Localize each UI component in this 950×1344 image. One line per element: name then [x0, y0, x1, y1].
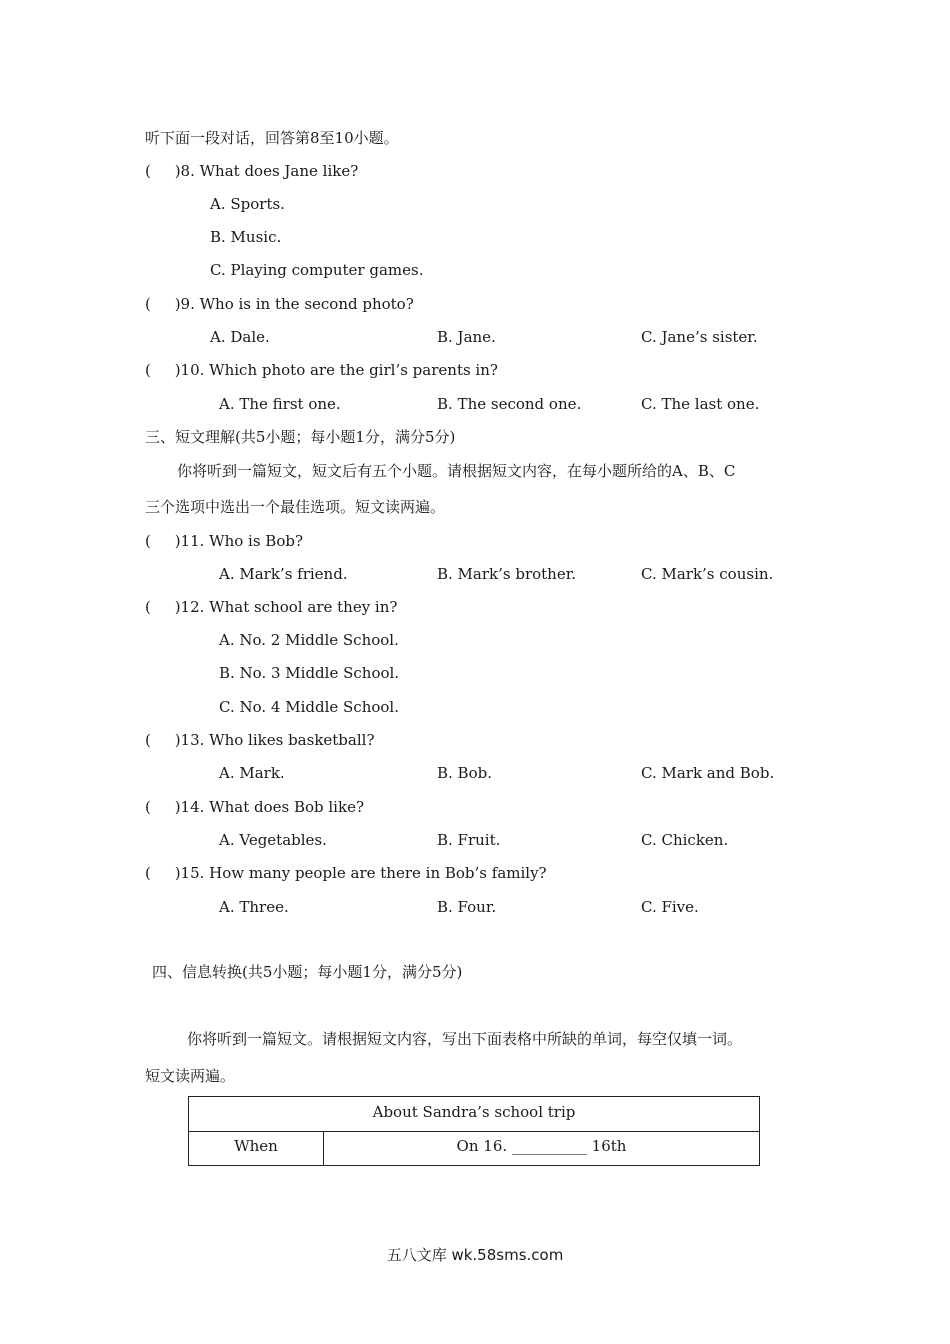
- option-11a: A. Mark’s friend.: [219, 565, 348, 583]
- question-11: ( )11. Who is Bob?: [145, 532, 304, 550]
- option-8c: C. Playing computer games.: [210, 261, 424, 279]
- option-10c: C. The last one.: [641, 395, 760, 413]
- question-14: ( )14. What does Bob like?: [145, 798, 364, 816]
- option-13c: C. Mark and Bob.: [641, 764, 775, 782]
- option-11b: B. Mark’s brother.: [437, 565, 577, 583]
- info-table: [188, 1096, 760, 1166]
- option-12a: A. No. 2 Middle School.: [219, 631, 399, 649]
- question-12: ( )12. What school are they in?: [145, 598, 398, 616]
- option-10a: A. The first one.: [219, 395, 341, 413]
- option-13a: A. Mark.: [219, 764, 285, 782]
- option-9b: B. Jane.: [437, 328, 496, 346]
- option-12b: B. No. 3 Middle School.: [219, 664, 400, 682]
- listening-intro: 听下面一段对话，回答第8至10小题。: [145, 129, 399, 147]
- option-14b: B. Fruit.: [437, 831, 501, 849]
- question-10: ( )10. Which photo are the girl’s parents in?: [145, 361, 498, 379]
- option-8b: B. Music.: [210, 228, 282, 246]
- option-8a: A. Sports.: [210, 195, 285, 213]
- option-11c: C. Mark’s cousin.: [641, 565, 774, 583]
- section-3-instruction-cont: 三个选项中选出一个最佳选项。短文读两遍。: [145, 498, 446, 516]
- table-row-value: On 16. __________ 16th: [456, 1137, 627, 1155]
- question-8: ( )8. What does Jane like?: [145, 162, 359, 180]
- section-4-heading: 四、信息转换(共5小题；每小题1分，满分5分): [152, 963, 463, 981]
- table-title: About Sandra’s school trip: [189, 1097, 759, 1132]
- option-9c: C. Jane’s sister.: [641, 328, 758, 346]
- option-13b: B. Bob.: [437, 764, 492, 782]
- option-10b: B. The second one.: [437, 395, 582, 413]
- section-4-instruction: 你将听到一篇短文。请根据短文内容，写出下面表格中所缺的单词，每空仅填一词。: [187, 1030, 743, 1048]
- question-13: ( )13. Who likes basketball?: [145, 731, 375, 749]
- option-14a: A. Vegetables.: [219, 831, 327, 849]
- table-row-label: When: [189, 1132, 324, 1165]
- section-3-instruction: 你将听到一篇短文，短文后有五个小题。请根据短文内容，在每小题所给的A、B、C: [177, 462, 736, 480]
- option-12c: C. No. 4 Middle School.: [219, 698, 399, 716]
- question-9: ( )9. Who is in the second photo?: [145, 295, 414, 313]
- option-15c: C. Five.: [641, 898, 699, 916]
- section-3-heading: 三、短文理解(共5小题；每小题1分，满分5分): [145, 428, 456, 446]
- footer-watermark: 五八文库 wk.58sms.com: [386, 1246, 564, 1264]
- question-15: ( )15. How many people are there in Bob’s family?: [145, 864, 547, 882]
- option-15b: B. Four.: [437, 898, 497, 916]
- option-14c: C. Chicken.: [641, 831, 729, 849]
- section-4-instruction-cont: 短文读两遍。: [145, 1067, 236, 1085]
- option-9a: A. Dale.: [210, 328, 270, 346]
- option-15a: A. Three.: [219, 898, 289, 916]
